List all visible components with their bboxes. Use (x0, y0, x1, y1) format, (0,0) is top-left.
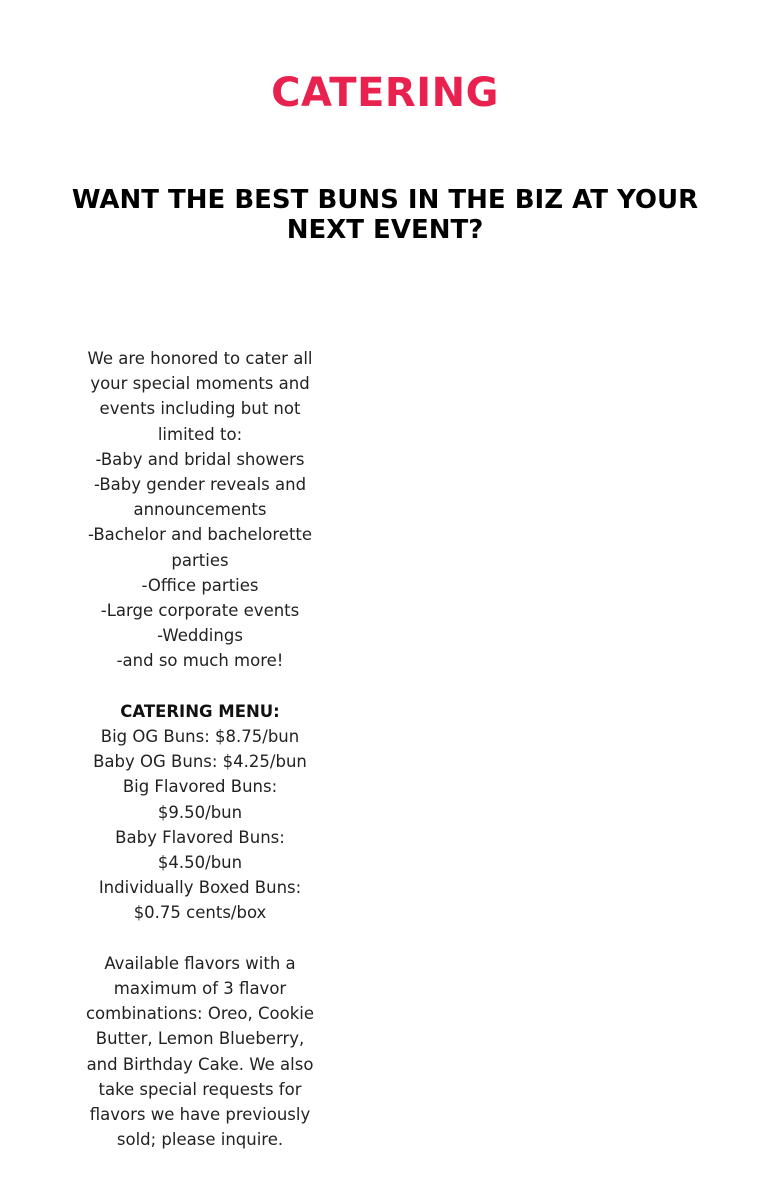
menu-item: Baby Flavored Buns: $4.50/bun (115, 827, 285, 873)
event-item: -Baby gender reveals and announcements (93, 475, 307, 520)
page-title: CATERING (271, 70, 499, 116)
menu-item: Big OG Buns: $8.75/bun (100, 727, 300, 747)
catering-details (80, 346, 320, 1152)
spacer (80, 674, 320, 699)
event-item: -Bachelor and bachelorette parties (87, 525, 313, 570)
event-item: -Weddings (157, 626, 243, 646)
menu-item: Baby OG Buns: $4.25/bun (93, 752, 307, 772)
intro-text: We are honored to cater all your special moments and events including but not limited to: (87, 349, 313, 444)
menu-item: Individually Boxed Buns: $0.75 cents/box (98, 878, 302, 923)
catering-menu-heading: CATERING MENU: (120, 701, 280, 721)
catering-subheading: WANT THE BEST BUNS IN THE BIZ AT YOUR NEXT EVENT? (71, 185, 699, 245)
event-item: -Baby and bridal showers (95, 449, 305, 469)
spacer (80, 926, 320, 951)
event-item: -and so much more! (116, 651, 284, 671)
menu-item: Big Flavored Buns: $9.50/bun (122, 777, 278, 822)
event-item: -Large corporate events (100, 601, 300, 621)
event-item: -Office parties (141, 575, 259, 595)
flavors-text: Available flavors with a maximum of 3 flavor combinations: Oreo, Cookie Butter, Lemon Blueberry, and Birthday Cake. We also take special requests for flavors we have previously sold; please inquire. (85, 953, 315, 1150)
